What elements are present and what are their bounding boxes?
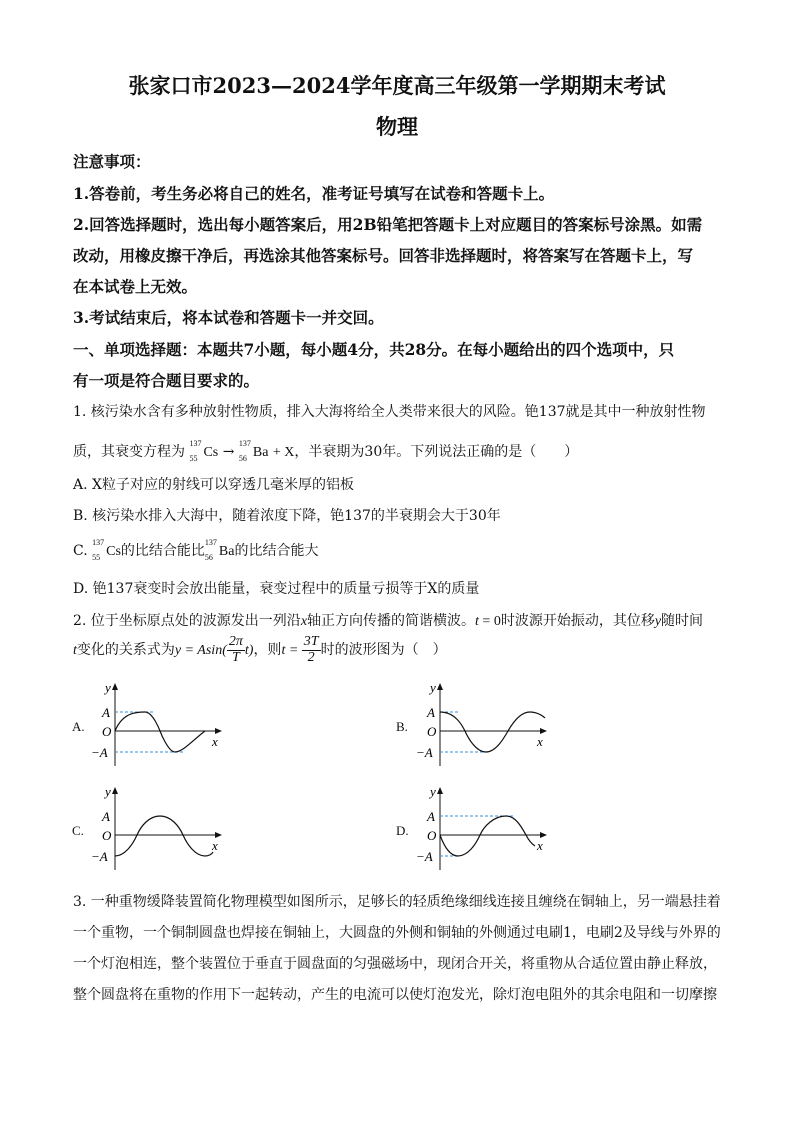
q2-line1-a: 2. 位于坐标原点处的波源发出一列沿 [73,613,301,629]
axis-label-y: y [430,680,436,695]
time-num: 3T [303,634,319,649]
formula-lhs: y = A [174,643,206,659]
q2-eq0: = 0 [478,614,501,629]
q2-line1-b: 轴正方向传播的简谐横波。 [307,613,476,629]
q2-var-t0: t [475,614,479,629]
origin-label: O [102,828,112,843]
decay-arrow: → [222,444,235,460]
option-b-label: B. [396,719,408,734]
y-axis-arrow [112,787,118,794]
y-axis-arrow [437,787,443,794]
q1-line1: 1. 核污染水含有多种放射性物质，排入大海将给全人类带来很大的风险。铯137就是其中一种放射性物 [73,404,706,420]
q1-option-d: D. 铯137衰变时会放出能量，衰变过程中的质量亏损等于X的质量 [73,581,480,597]
q1-option-c-mid: 的比结合能比 [120,543,205,559]
tick-label-neg-a: −A [416,849,433,864]
tick-label-neg-a: −A [416,745,433,760]
q3-line2: 一个重物，一个铜制圆盘也焊接在铜轴上，大圆盘的外侧和铜轴的外侧通过电刷1，电刷2及导线与外界的 [73,925,721,941]
notice-item-1: 1.答卷前，考生务必将自己的姓名，准考证号填写在试卷和答题卡上。 [73,184,555,203]
tick-label-a: A [427,809,435,824]
option-c-cs-charge: 55 [92,553,101,562]
q1-line2-post: ，半衰期为30年。下列说法正确的是（ ） [294,444,579,460]
time-den: 2 [307,649,315,665]
q2-line1-d: 随时间 [661,613,704,629]
q3-line3: 一个灯泡相连，整个装置位于垂直于圆盘面的匀强磁场中，现闭合开关，将重物从合适位置由静止释放， [73,956,717,972]
nuclide-cs [189,439,219,463]
formula-t: t) [244,643,254,659]
q1-option-b: B. 核污染水排入大海中，随着浓度下降，铯137的半衰期会大于30年 [73,508,501,524]
option-c-ba-charge: 56 [204,553,213,562]
formula-num: 2π [228,634,243,649]
tick-label-a: A [427,705,435,720]
notice-item-2-line3: 在本试卷上无效。 [73,277,198,296]
tick-label-a: A [102,809,110,824]
option-a-label: A. [72,719,85,734]
axis-label-y: y [105,784,111,799]
q2-line2-a: 变化的关系式为 [76,642,175,659]
axis-label-y: y [430,784,436,799]
q3-line4: 整个圆盘将在重物的作用下一起转动，产生的电流可以使灯泡发光，除灯泡电阻外的其余电阻和一切摩擦 [73,987,717,1003]
q2-var-t: t [73,643,77,659]
wave-graph-a [85,680,235,770]
plus-x: + X [272,445,295,460]
origin-label: O [427,724,437,739]
q2-var-x: x [300,614,308,629]
axis-label-x: x [212,838,218,853]
section1-heading-line2: 有一项是符合题目要求的。 [73,371,260,390]
axis-label-y: y [105,680,111,695]
exam-title: 张家口市2023—2024学年度高三年级第一学期期末考试 [128,73,666,98]
nuclide-cs-symbol: Cs [203,445,219,460]
option-c-nuclide-cs [92,538,121,562]
option-c-ba-symbol: Ba [218,544,235,559]
nuclide-ba-mass: 137 [238,439,251,448]
q3-line1: 3. 一种重物缓降装置简化物理模型如图所示，足够长的轻质绝缘细线连接且缠绕在铜轴上，另一端悬挂着 [73,894,721,910]
wave-curve [440,712,545,752]
axis-label-x: x [537,838,543,853]
notice-item-2-line2: 改动，用橡皮擦干净后，再选涂其他答案标号。回答非选择题时，将答案写在答题卡上，写 [73,246,694,265]
option-c-label: C. [72,823,84,838]
q2-line1-c: 时波源开始振动，其位移 [500,613,655,629]
formula-fraction [227,635,245,665]
q2-line2 [73,635,447,665]
q2-line2-c: 时的波形图为（ ） [320,642,447,659]
q1-line2-pre: 质，其衰变方程为 [73,444,185,460]
option-c-ba-mass: 137 [204,538,217,547]
wave-graph-b [410,680,560,770]
nuclide-ba [238,439,269,463]
q1-option-c-pre: C. [73,543,93,559]
nuclide-cs-charge: 55 [189,454,198,463]
notice-heading: 注意事项： [73,152,151,171]
time-lhs: t = [281,643,302,659]
option-c-nuclide-ba [204,538,235,562]
formula-sin: sin( [205,643,227,659]
nuclide-ba-symbol: Ba [252,445,269,460]
option-c-cs-symbol: Cs [106,544,121,559]
y-axis-arrow [112,683,118,690]
nuclide-cs-mass: 137 [189,439,202,448]
wave-curve [115,816,213,856]
q2-line1 [73,610,703,630]
wave-graph-d [410,784,560,874]
section1-heading-line1: 一、单项选择题：本题共7小题，每小题4分，共28分。在每小题给出的四个选项中，只 [73,340,675,359]
option-c-cs-mass: 137 [92,538,105,547]
formula-den: T [231,649,240,665]
q1-option-c [73,540,318,560]
q2-line2-b: ，则 [253,642,282,659]
time-fraction [302,635,321,665]
subject-title: 物理 [376,114,418,139]
tick-label-neg-a: −A [91,849,108,864]
q2-var-y: y [654,614,662,629]
q1-option-a: A. X粒子对应的射线可以穿透几毫米厚的铝板 [73,477,354,493]
tick-label-neg-a: −A [91,745,108,760]
wave-curve [115,712,205,752]
notice-item-3: 3.考试结束后，将本试卷和答题卡一并交回。 [73,308,384,327]
y-axis-arrow [437,683,443,690]
wave-graph-c [85,784,235,874]
tick-label-a: A [102,705,110,720]
q1-line2 [73,441,578,461]
nuclide-ba-charge: 56 [238,454,247,463]
origin-label: O [102,724,112,739]
option-d-label: D. [396,823,409,838]
origin-label: O [427,828,437,843]
notice-item-2-line1: 2.回答选择题时，选出每小题答案后，用2B铅笔把答题卡上对应题目的答案标号涂黑。如需 [73,215,703,234]
axis-label-x: x [212,734,218,749]
wave-curve [440,816,535,856]
axis-label-x: x [537,734,543,749]
q1-option-c-post: 的比结合能大 [234,543,319,559]
